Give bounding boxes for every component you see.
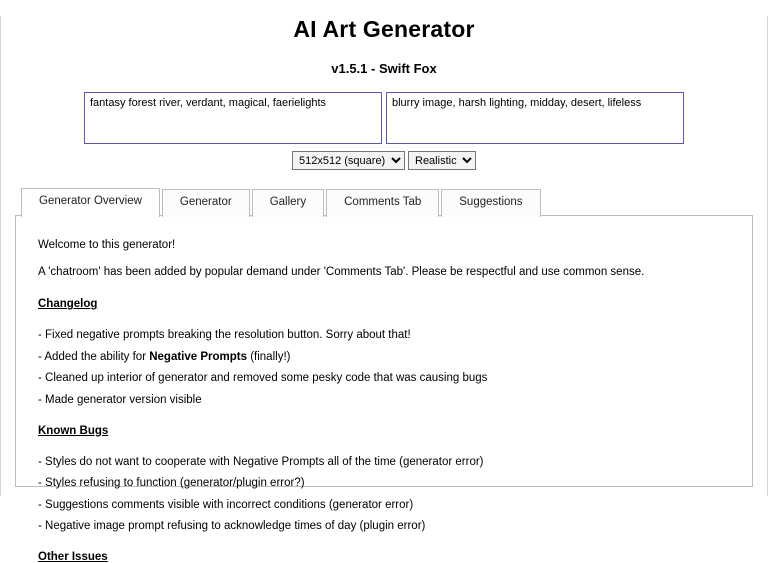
changelog-heading: Changelog — [38, 298, 98, 311]
resolution-select[interactable] — [292, 151, 405, 170]
bug-item: - Suggestions comments visible with incorrect conditions (generator error) — [38, 498, 414, 511]
changelog-item: - Made generator version visible — [38, 393, 202, 406]
style-select[interactable] — [408, 151, 476, 170]
tab-generator-overview[interactable]: Generator Overview — [21, 188, 160, 217]
changelog-item: - Fixed negative prompts breaking the resolution button. Sorry about that! — [38, 329, 411, 342]
tab-generator[interactable]: Generator — [162, 189, 250, 217]
changelog-item-pre: - Added the ability for — [38, 350, 150, 363]
tabs-container — [15, 187, 753, 563]
tab-suggestions[interactable]: Suggestions — [441, 189, 540, 217]
other-issues-heading: Other Issues — [38, 551, 108, 563]
page-title: AI Art Generator — [293, 16, 475, 42]
changelog-item: - Cleaned up interior of generator and removed some pesky code that was causing bugs — [38, 372, 488, 385]
notice-text: A 'chatroom' has been added by popular demand under 'Comments Tab'. Please be respectful and use common sense. — [38, 266, 645, 279]
bug-item: - Negative image prompt refusing to acknowledge times of day (plugin error) — [38, 520, 426, 532]
tab-gallery[interactable]: Gallery — [252, 189, 324, 217]
app-window — [0, 16, 768, 563]
tab-bar — [15, 187, 753, 216]
positive-prompt-input[interactable] — [84, 92, 382, 144]
bug-item: - Styles do not want to cooperate with Negative Prompts all of the time (generator error) — [38, 455, 484, 468]
bug-item: - Styles refusing to function (generator/plugin error?) — [38, 477, 305, 490]
version-label: v1.5.1 - Swift Fox — [331, 61, 437, 76]
changelog-item-emphasis: Negative Prompts — [149, 350, 248, 363]
changelog-item-post: (finally!) — [247, 350, 291, 363]
controls-row — [1, 151, 767, 170]
prompt-row — [1, 92, 767, 144]
tab-panel-generator-overview — [15, 215, 753, 563]
negative-prompt-input[interactable] — [386, 92, 684, 144]
tab-comments[interactable]: Comments Tab — [326, 189, 439, 217]
welcome-text: Welcome to this generator! — [38, 238, 176, 251]
known-bugs-heading: Known Bugs — [38, 424, 109, 437]
changelog-item — [38, 350, 730, 364]
